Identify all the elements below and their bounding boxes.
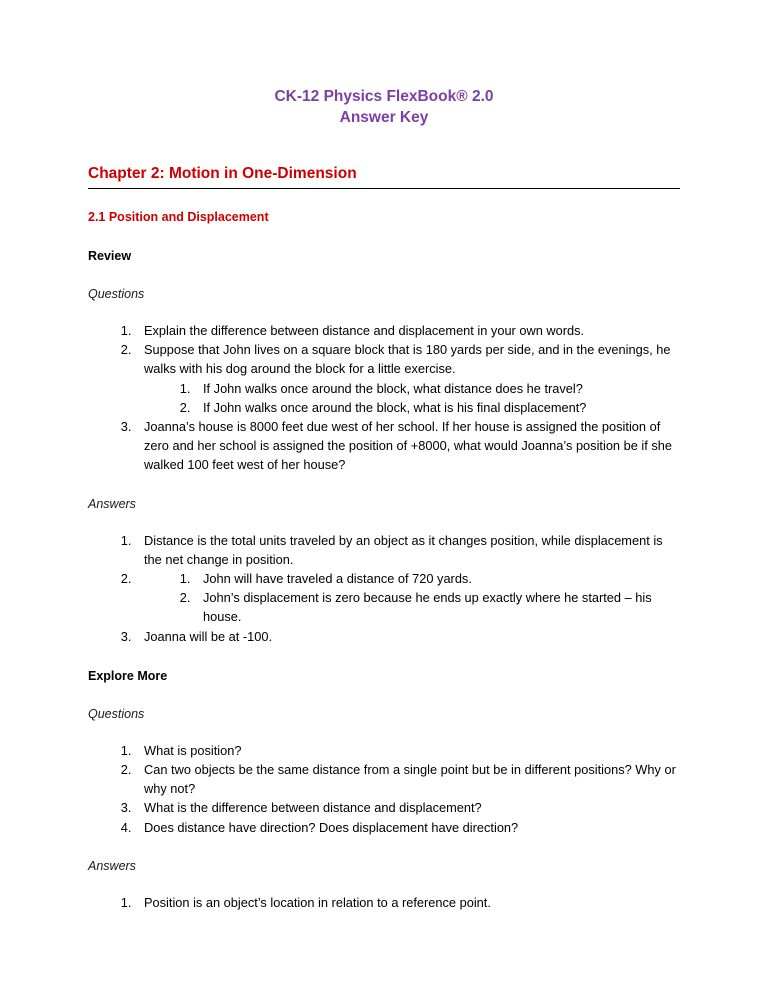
review-answers-list xyxy=(88,531,680,646)
list-item xyxy=(135,798,680,817)
question-text: Does distance have direction? Does displacement have direction? xyxy=(144,819,519,835)
list-item xyxy=(135,818,680,837)
sub-question-text: If John walks once around the block, what is his final displacement? xyxy=(203,399,587,415)
review-heading: Review xyxy=(88,249,132,263)
answer-text: Position is an object’s location in relation to a reference point. xyxy=(144,894,491,910)
document-content xyxy=(88,86,680,912)
list-item xyxy=(135,760,680,798)
list-item xyxy=(194,569,680,588)
review-answer-2-sublist xyxy=(144,569,680,627)
explore-more-questions-list xyxy=(88,741,680,837)
question-text: What is position? xyxy=(144,742,242,758)
answer-text: Joanna will be at -100. xyxy=(144,628,273,644)
review-questions-list xyxy=(88,321,680,475)
question-text: Suppose that John lives on a square block that is 180 yards per side, and in the evenings, he walks with his dog around the block for a little exercise. xyxy=(144,342,671,377)
review-answers-label: Answers xyxy=(88,496,136,511)
list-item xyxy=(194,588,680,626)
list-item xyxy=(135,321,680,340)
question-text: Can two objects be the same distance from a single point but be in different positions? Why or why not? xyxy=(144,762,676,797)
sub-question-text: If John walks once around the block, what distance does he travel? xyxy=(203,380,583,396)
question-text: Explain the difference between distance and displacement in your own words. xyxy=(144,323,585,338)
list-item xyxy=(135,417,680,475)
sub-answer-text: John’s displacement is zero because he ends up exactly where he started – his house. xyxy=(203,590,652,625)
chapter-heading: Chapter 2: Motion in One-Dimension xyxy=(88,164,680,189)
list-item xyxy=(135,340,680,417)
sub-answer-text: John will have traveled a distance of 720 yards. xyxy=(203,571,472,587)
question-text: What is the difference between distance and displacement? xyxy=(144,800,482,816)
list-item xyxy=(194,379,680,398)
review-question-2-sublist xyxy=(144,379,680,417)
review-questions-label: Questions xyxy=(88,287,145,301)
list-item xyxy=(135,741,680,760)
document-title xyxy=(88,86,680,128)
list-item xyxy=(194,398,680,417)
list-item xyxy=(135,893,680,912)
section-heading: 2.1 Position and Displacement xyxy=(88,210,269,224)
explore-more-heading: Explore More xyxy=(88,668,168,683)
list-item xyxy=(135,531,680,569)
document-title-line2: Answer Key xyxy=(339,109,429,126)
answer-text: Distance is the total units traveled by an object as it changes position, while displacement is the net change in position. xyxy=(144,532,663,567)
list-item xyxy=(135,627,680,646)
explore-more-questions-label: Questions xyxy=(88,706,145,721)
explore-more-answers-list xyxy=(88,893,680,912)
list-item xyxy=(135,569,680,627)
document-title-line1: CK-12 Physics FlexBook® 2.0 xyxy=(274,88,494,105)
question-text: Joanna’s house is 8000 feet due west of her school. If her house is assigned the position of zero and her school is assigned the position of +8000, what would Joanna’s position be if she walked 100 feet west of her house? xyxy=(144,419,672,473)
explore-more-answers-label: Answers xyxy=(88,858,136,873)
